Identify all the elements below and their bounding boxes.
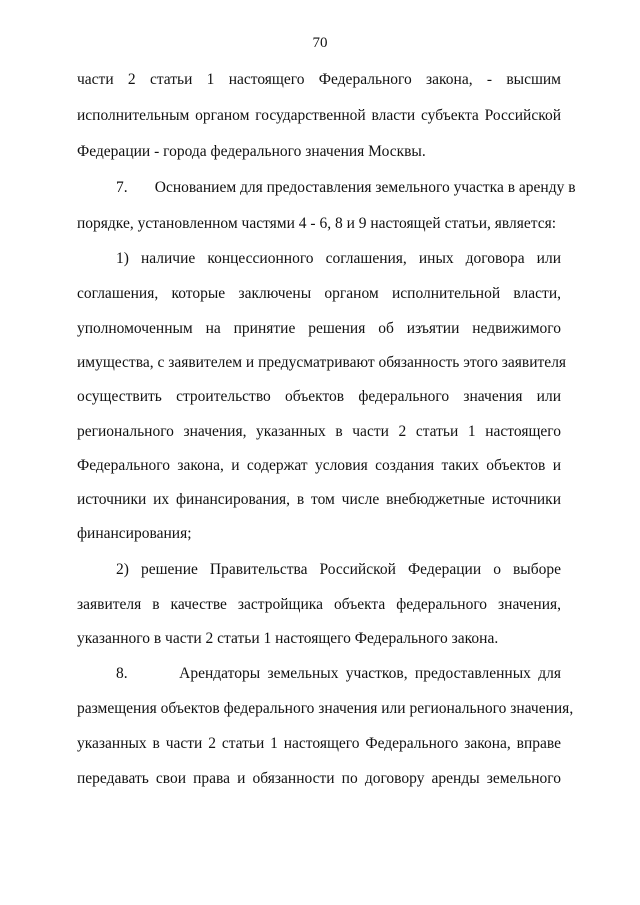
text-line: уполномоченным на принятие решения об изъятии недвижимого: [77, 320, 561, 337]
page-number: 70: [312, 35, 328, 51]
section-8-line: 8. Арендаторы земельных участков, предоставленных для: [116, 665, 561, 682]
list-item-1-line: 1) наличие концессионного соглашения, иных договора или: [116, 250, 561, 267]
text-line: осуществить строительство объектов федерального значения или: [77, 388, 561, 405]
list-item-2-line: 2) решение Правительства Российской Федерации о выборе: [116, 561, 561, 578]
text-line: размещения объектов федерального значения или регионального значения,: [77, 700, 574, 717]
text-line: финансирования;: [77, 525, 192, 542]
text-line: указанного в части 2 статьи 1 настоящего Федерального закона.: [77, 630, 499, 647]
text-line: указанных в части 2 статьи 1 настоящего Федерального закона, вправе: [77, 735, 561, 752]
section-7-line: 7. Основанием для предоставления земельного участка в аренду в: [116, 179, 576, 196]
text-line: части 2 статьи 1 настоящего Федерального закона, - высшим: [77, 71, 561, 88]
text-line: передавать свои права и обязанности по договору аренды земельного: [77, 770, 561, 787]
text-line: заявителя в качестве застройщика объекта федерального значения,: [77, 596, 561, 613]
text-line: имущества, с заявителем и предусматривают обязанность этого заявителя: [77, 354, 567, 371]
text-line: Федерации - города федерального значения Москвы.: [77, 143, 426, 160]
text-line: регионального значения, указанных в части 2 статьи 1 настоящего: [77, 423, 561, 440]
text-line: порядке, установленном частями 4 - 6, 8 и 9 настоящей статьи, является:: [77, 215, 557, 232]
text-line: источники их финансирования, в том числе внебюджетные источники: [77, 491, 561, 508]
text-line: Федерального закона, и содержат условия создания таких объектов и: [77, 457, 561, 474]
text-line: соглашения, которые заключены органом исполнительной власти,: [77, 285, 561, 302]
text-line: исполнительным органом государственной власти субъекта Российской: [77, 107, 561, 124]
